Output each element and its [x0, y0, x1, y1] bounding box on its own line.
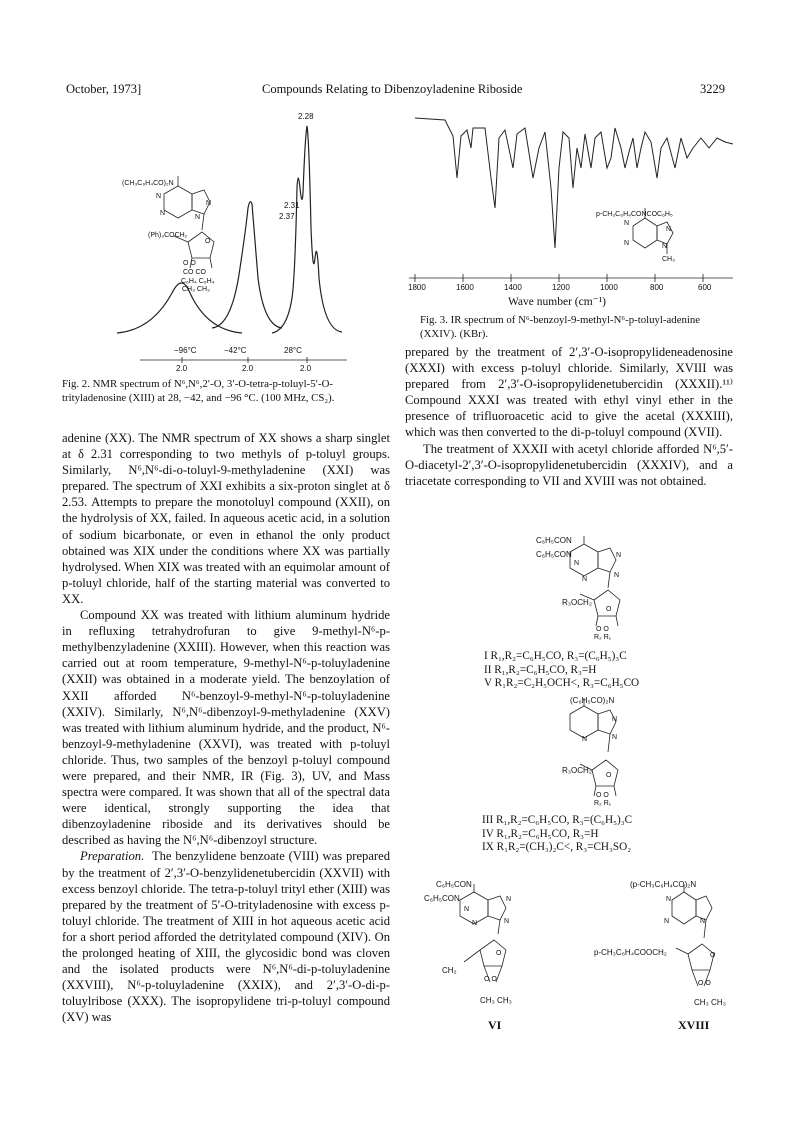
structure-3-n7: N: [506, 896, 512, 903]
structure-4-oo: O O: [698, 980, 711, 987]
ir-trace: [415, 118, 733, 248]
nmr-structure-n7: N: [206, 200, 212, 207]
structure-3-oo: O O: [484, 976, 497, 983]
compound-V: V R₁R₂=C₂H₅OCH<, R₃=C₆H₅CO: [484, 677, 640, 689]
structure-4-ring-o: O: [710, 952, 716, 959]
structure-2-ring-o: O: [606, 772, 612, 779]
page-number: 3229: [700, 82, 725, 96]
structure-2-drawing: [530, 692, 640, 807]
nmr-structure-n1: N: [156, 193, 162, 200]
structure-1-n3: N: [582, 576, 588, 583]
ir-structure-n3: N: [624, 240, 630, 247]
structure-2-r3och2: R₃OCH₂: [562, 766, 592, 775]
structure-4-ch3: CH₃ CH₃: [694, 998, 726, 1007]
nmr-structure-ch3: CH₃ CH₃: [182, 286, 210, 293]
ir-spectrum-figure: [405, 108, 735, 288]
nmr-spectrum-figure: [62, 108, 422, 368]
structure-3-ch2: CH₂: [442, 966, 457, 975]
structure-4-acyl: (p-CH₃C₆H₄CO)₂N: [630, 880, 697, 889]
paragraph: prepared by the treatment of 2′,3′-O-isopropylideneadenosine (XXXI) with excess p-toluyl chloride. Similarly, XVIII was prepared from 2′,3′-O-isopropylidenetubercidin (XXXII).¹¹⁾ Compound XXXI was treated with ethyl vinyl ether in the presence of trifluoroacetic acid to give the acetal (XXXIII), which was then converted to the di-p-toluyl compound (XVII).: [405, 345, 733, 440]
nmr-axis-tick-1: 2.0: [176, 364, 188, 373]
ir-axis-tick-1400: 1400: [504, 283, 522, 292]
paragraph: The treatment of XXXII with acetyl chloride afforded N⁶,5′-O-diacetyl-2′,3′-O-isopropylidenetubercidin (XXXIV), and a triacetate corresponding to VII and XVIII was not obtained.: [405, 441, 733, 488]
nmr-structure-drawing: [164, 176, 214, 268]
fig2-caption: Fig. 2. NMR spectrum of N⁶,N⁶,2′-O, 3′-O-tetra-p-toluyl-5′-O-trityladenosine (XIII) at 28, −42, and −96 °C. (100 MHz, CS₂).: [62, 378, 335, 404]
nmr-peak-label-228: 2.28: [298, 112, 314, 121]
structure-3-ring-o: O: [496, 950, 502, 957]
ir-structure-n7: N: [666, 226, 672, 233]
nmr-structure-n6: (CH₃C₆H₄CO)₂N: [122, 180, 174, 187]
ir-axis-tick-800: 800: [650, 283, 664, 292]
preparation-heading: Preparation.: [80, 849, 145, 864]
right-column-text: [405, 344, 733, 489]
structure-3-ch3: CH₃ CH₃: [480, 996, 512, 1005]
compound-VI-label: VI: [488, 1018, 502, 1032]
nmr-trace-96: [117, 283, 242, 333]
nmr-structure-coco: CO CO: [183, 269, 206, 276]
ir-xlabel: Wave number (cm⁻¹): [508, 296, 606, 308]
nmr-structure-trityl: (Ph)₃COCH₂: [148, 232, 188, 239]
nmr-temp-minus42: −42°C: [224, 346, 247, 355]
nmr-structure-oo: O O: [183, 260, 196, 267]
structure-4-n9: N: [700, 918, 706, 925]
nmr-trace-28: [272, 126, 342, 333]
header-journal-date: October, 1973]: [66, 82, 142, 96]
nmr-axis-tick-2: 2.0: [242, 364, 254, 373]
structure-1-ring-o: O: [606, 606, 612, 613]
structure-3-acyl-a: C₆H₅CON: [436, 880, 472, 889]
compound-II: II R₁,R₂=C₆H₅CO, R₃=H: [484, 663, 597, 676]
structure-1-n9: N: [614, 572, 620, 579]
nmr-structure-c6h4: C₆H₄ C₆H₄: [181, 278, 215, 285]
structure-3-acyl-b: C₆H₅CON: [424, 894, 460, 903]
ir-axis-tick-600: 600: [698, 283, 712, 292]
nmr-temp-minus96: −96°C: [174, 346, 197, 355]
structure-3-n3: N: [472, 920, 478, 927]
nmr-structure-n9: N: [195, 214, 201, 221]
fig3-caption: Fig. 3. IR spectrum of N⁶-benzoyl-9-methyl-N⁶-p-toluyl-adenine (XXIV). (KBr).: [420, 314, 701, 340]
ir-structure-n6: p-CH₃C₆H₄CONCOC₆H₅: [596, 211, 673, 218]
structure-4-n1: N: [666, 896, 672, 903]
compound-III: III R₁,R₂=C₆H₅CO, R₃=(C₆H₅)₃C: [482, 814, 633, 826]
structure-1-r2r1: R₂ R₁: [594, 634, 612, 641]
structure-3-n1: N: [464, 906, 470, 913]
structure-2-acyl: (C₆H₅CO)₂N: [570, 696, 615, 705]
paragraph: [62, 848, 390, 1025]
scheme-1-definitions: [484, 650, 639, 691]
ir-axis-tick-1800: 1800: [408, 283, 426, 292]
scheme-2-definitions: [482, 814, 632, 855]
ir-axis-tick-1600: 1600: [456, 283, 474, 292]
structure-2-oo: O O: [596, 792, 609, 799]
nmr-axis-tick-3: 2.0: [300, 364, 312, 373]
nmr-peak-label-231: 2.31: [284, 201, 300, 210]
structure-1-oo: O O: [596, 626, 609, 633]
compound-IX: IX R₁R₂=(CH₃)₂C<, R₃=CH₃SO₂: [482, 841, 632, 853]
compound-XVIII-label: XVIII: [678, 1018, 710, 1032]
header-title: Compounds Relating to Dibenzoyladenine Riboside: [262, 82, 523, 96]
structure-2-n9: N: [612, 734, 618, 741]
structure-1-n1: N: [574, 560, 580, 567]
structure-1-drawing: [530, 530, 640, 645]
nmr-peak-label-237: 2.37: [279, 212, 295, 221]
ir-axis-tick-1200: 1200: [552, 283, 570, 292]
structure-1-n7: N: [616, 552, 622, 559]
nmr-trace-42: [212, 202, 282, 328]
nmr-structure-ring-o: O: [205, 238, 211, 245]
structure-2-n3: N: [582, 736, 588, 743]
structure-1-acyl-a: C₆H₅CON: [536, 536, 572, 545]
paragraph: Compound XX was treated with lithium aluminum hydride in refluxing tetrahydrofuran to give 9-methyl-N⁶-p-methylbenzyladenine (XXIII). However, when this reaction was carried out at room temperature, 9-methyl-N⁶-p-toluyladenine (XXII) was obtained in a moderate yield. The benzoylation of XXII afforded N⁶-benzoyl-9-methyl-N⁶-p-toluyladenine (XXIV). Similarly, N⁶,N⁶-dibenzoyl-9-methyladenine (XXV) was treated with lithium aluminum hydride, and the product, N⁶-benzoyl-9-methyladenine (XXVI), was treated with p-toluyl chloride. Thus, two samples of the benzoyl p-toluyl compound were prepared, and their NMR, IR (Fig. 3), UV, and Mass spectra were compared. It was shown that all of the spectral data were identical, strongly supporting the idea that dibenzoyladenine riboside and its derivatives should be described as having the N⁶,N⁶-dibenzoyl structure.: [62, 608, 390, 848]
compound-I: I R₁,R₂=C₆H₅CO, R₃=(C₆H₅)₃C: [484, 650, 627, 662]
structure-4-toluyloxy: p-CH₃C₆H₄COOCH₂: [594, 948, 667, 957]
structure-1-acyl-b: C₆H₅CON: [536, 550, 572, 559]
left-column-text: [62, 430, 390, 1025]
ir-structure-ch3: CH₃: [662, 256, 675, 263]
nmr-temp-28: 28°C: [284, 346, 302, 355]
structure-3-n9: N: [504, 918, 510, 925]
ir-structure-n1: N: [624, 220, 630, 227]
structure-4-drawing: [610, 878, 740, 1008]
ir-structure-n9: N: [662, 243, 668, 250]
paragraph-body: The benzylidene benzoate (VIII) was prepared by the treatment of 2′,3′-O-benzylidenetubercidin (XXVII) with excess benzoyl chloride. The tetra-p-toluyl trityl ether (XIII) was prepared by the treatment of 5′-O-trityladenosine with excess p-toluyl chloride. The treatment of XIII in hot aqueous acetic acid for a short period afforded the detritylated compound (XIV). On the prolonged heating of XIII, the glycosidic bond was cloven and the isolated products were N⁶,N⁶-di-p-toluyladenine (XXVIII), N⁶-p-toluyladenine (XXIX), and 2′,3′-O-di-p-toluylribose (XXX). The isopropylidene tri-p-toluyl compound (XV) was: [62, 849, 391, 1025]
structure-2-r2r1: R₂ R₁: [594, 800, 612, 807]
structure-2-n7: N: [612, 716, 618, 723]
paragraph: adenine (XX). The NMR spectrum of XX shows a sharp singlet at δ 2.31 corresponding to two methyls of p-toluyl groups. Similarly, N⁶,N⁶-di-o-toluyl-9-methyladenine (XXI) was prepared. The spectrum of XXI exhibits a six-proton singlet at δ 2.53. Attempts to prepare the monotoluyl compound (XXII), on the hydrolysis of XX, failed. In aqueous acetic acid, in a solution of sodium bicarbonate, or even in ethanol the only product obtained was XIX under the conditions where XX was partially hydrolysed. When XIX was treated with an equimolar amount of p-toluyl chloride, half of the starting material was converted to XX.: [62, 431, 390, 606]
structure-4-n3: N: [664, 918, 670, 925]
compound-IV: IV R₁,R₂=C₆H₅CO, R₃=H: [482, 827, 599, 840]
nmr-structure-n3: N: [160, 210, 166, 217]
ir-axis-tick-1000: 1000: [600, 283, 618, 292]
structure-1-r3och2: R₃OCH₂: [562, 598, 592, 607]
